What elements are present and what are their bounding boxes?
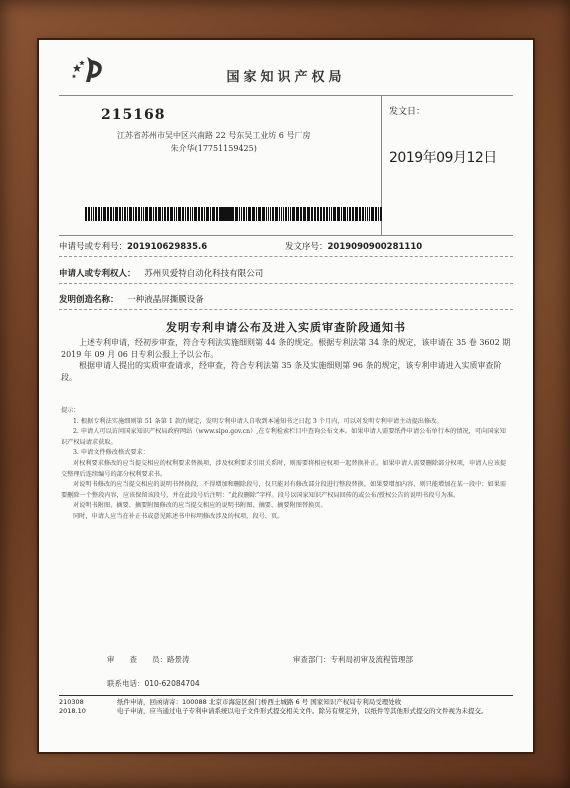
barcode-bar xyxy=(375,207,377,221)
barcode-bar xyxy=(170,207,173,221)
divider xyxy=(59,256,513,257)
postal-code: 215168 xyxy=(101,107,166,123)
barcode-bar xyxy=(204,207,205,221)
barcode-bar xyxy=(85,207,87,221)
barcode-bar xyxy=(378,207,379,221)
invention-name: 一种液晶屏撕膜设备 xyxy=(127,295,204,305)
barcode-bar xyxy=(98,207,100,221)
barcode-bar xyxy=(113,207,114,221)
application-number-row xyxy=(59,240,207,252)
barcode-bar xyxy=(124,207,126,221)
notice-document xyxy=(39,40,533,752)
tip-3c: 对说明书附图、摘要、摘要附图修改的应当提交相应的说明书附图、摘要、摘要附图替换页。 xyxy=(73,502,327,510)
tip-3a: 对权利要求修改的应当提交相应的权利要求替换项，涉及权利要求引用关系时，则需要将相应权项一起替换补正。如果申请人需要删除部分权项，申请人应该提交整理后连续编号的部分权利要求书。 xyxy=(61,459,507,478)
recipient-contact: 朱介华(17751159425) xyxy=(170,144,257,153)
barcode-bar xyxy=(190,207,191,221)
barcode-bar xyxy=(268,207,269,221)
barcode-bar xyxy=(167,207,169,221)
barcode-bar xyxy=(275,207,278,221)
examination-department: 审查部门：专利局初审及流程管理部 xyxy=(293,655,413,664)
barcode-bar xyxy=(110,207,112,221)
barcode-bar xyxy=(93,207,94,221)
issuing-office-title: 国家知识产权局 xyxy=(226,70,346,85)
barcode-bar xyxy=(95,207,97,221)
barcode-bar xyxy=(380,207,382,221)
barcode-bar xyxy=(194,207,197,221)
barcode-bar xyxy=(127,207,128,221)
serial-number-row xyxy=(285,240,422,252)
barcode-bar xyxy=(258,207,261,221)
barcode-bar xyxy=(279,207,280,221)
barcode-bar xyxy=(283,207,284,221)
tip-2: 2. 申请人可以访问国家知识产权局政府网站（www.sipo.gov.cn）,在专利检索栏目中查询公布文本。如果申请人需要纸件申请公布单行本的情况，可向国家知识产权局请求获取。 xyxy=(61,428,506,446)
divider xyxy=(59,235,513,236)
barcode-bar xyxy=(326,207,328,221)
barcode-bar xyxy=(307,207,310,221)
applicant-name: 苏州贝爱特自动化科技有限公司 xyxy=(144,269,264,279)
notice-paragraph-2: 根据申请人提出的实质审查请求，经审查，符合专利法第 35 条及实施细则第 96 条的规定，该专利申请进入实质审查阶段。 xyxy=(61,361,502,382)
examiner: 审 查 员：路景涛 xyxy=(107,655,190,664)
barcode-bar xyxy=(103,207,106,221)
barcode-bar xyxy=(149,207,152,221)
barcode-bar xyxy=(115,207,118,221)
barcode-left xyxy=(85,207,234,221)
barcode-bar xyxy=(235,207,238,221)
barcode-bar xyxy=(239,207,240,221)
barcode-bar xyxy=(329,207,330,221)
barcode-bar xyxy=(266,207,267,221)
barcode-bar xyxy=(341,207,342,221)
barcode-bar xyxy=(292,207,295,221)
barcode-bar xyxy=(343,207,346,221)
form-version: 2018.10 xyxy=(59,707,86,715)
barcode-bar xyxy=(226,207,229,221)
barcode-bar xyxy=(122,207,123,221)
tip-3d: 同时，申请人应当在补正书或意见陈述书中标明修改涉及的权项、段号、页。 xyxy=(73,512,284,520)
barcode-bar xyxy=(333,207,336,221)
barcode-bar xyxy=(288,207,289,221)
notice-paragraph-1: 上述专利申请，经初步审查，符合专利法实施细则第 44 条的规定。根据专利法第 34 条的规定，该申请在 35 卷 3602 期 2019 年 09 月 06 日专利公报上予以公布。 xyxy=(61,338,511,359)
barcode-bar xyxy=(331,207,332,221)
barcode-bar xyxy=(285,207,287,221)
footer-electronic-note: 电子申请，应当通过电子专利申请系统以电子文件形式提交相关文件。除另有规定外，以纸件等其他形式提交的文件视为未提交。 xyxy=(117,707,488,715)
divider xyxy=(59,283,513,284)
barcode-bar xyxy=(349,207,351,221)
barcode-bar xyxy=(371,207,374,221)
barcode-right xyxy=(219,207,383,221)
barcode-bar xyxy=(219,207,222,221)
barcode-bar xyxy=(153,207,154,221)
barcode-bar xyxy=(176,207,177,221)
barcode-bar xyxy=(314,207,316,221)
barcode-bar xyxy=(252,207,255,221)
barcode-bar xyxy=(88,207,90,221)
footer-paper-note: 纸件申请，回函请寄：100088 北京市海淀区蓟门桥西土城路 6 号 国家知识产权局专利局受理处收 xyxy=(117,698,402,706)
barcode-bar xyxy=(185,207,186,221)
barcode-bar xyxy=(182,207,184,221)
barcode-bar xyxy=(223,207,225,221)
divider xyxy=(59,309,513,310)
barcode-bar xyxy=(270,207,271,221)
barcode-bar xyxy=(303,207,306,221)
barcode-bar xyxy=(164,207,166,221)
barcode-bar xyxy=(233,207,234,221)
contact-phone: 联系电话：010-62084704 xyxy=(107,679,200,688)
tip-1: 1. 根据专利法实施细则第 51 条第 1 款的规定，发明专利申请人自收到本通知书之日起 3 个月内，可以对发明专利申请主动提出修改。 xyxy=(73,417,443,425)
barcode-bar xyxy=(174,207,175,221)
barcode-bar xyxy=(192,207,193,221)
barcode-bar xyxy=(201,207,203,221)
notice-title: 发明专利申请公布及进入实质审查阶段通知书 xyxy=(166,321,406,334)
barcode-bar xyxy=(367,207,368,221)
barcode-bar xyxy=(365,207,366,221)
barcode-bar xyxy=(369,207,370,221)
barcode-bar xyxy=(107,207,109,221)
barcode-bar xyxy=(290,207,291,221)
applicant-label: 申请人或专利权人： xyxy=(59,269,136,279)
barcode-bar xyxy=(138,207,140,221)
form-code: 210308 xyxy=(59,698,84,706)
tips-heading: 提示： xyxy=(61,407,80,414)
barcode-bar xyxy=(355,207,358,221)
barcode-bar xyxy=(206,207,209,221)
barcode-bar xyxy=(317,207,319,221)
barcode-bar xyxy=(216,207,218,221)
tip-3b: 对说明书修改的应当提交相应的说明书替换段，不得增加和删除段号，仅只能对有修改部分段进行整段替换。如果要增加内容，则只能增加在某一段中；如果需要删除一个整段内容，应该保留该段号，并在此段号后注明：“此段删除”字样。段号以国家知识产权局回传的或公布/授权公告的说明书段号为准。 xyxy=(61,481,507,499)
dispatch-date-label: 发文日： xyxy=(389,107,426,117)
barcode-bar xyxy=(300,207,302,221)
barcode-bar xyxy=(347,207,348,221)
barcode-bar xyxy=(133,207,134,221)
barcode-bar xyxy=(248,207,251,221)
barcode-bar xyxy=(198,207,200,221)
tips-section xyxy=(61,406,511,523)
invention-label: 发明创造名称： xyxy=(59,295,119,305)
barcode-bar xyxy=(187,207,189,221)
barcode-bar xyxy=(359,207,361,221)
barcode-bar xyxy=(91,207,92,221)
barcode-bar xyxy=(162,207,163,221)
barcode-bar xyxy=(262,207,265,221)
barcode-bar xyxy=(119,207,121,221)
barcode-bar xyxy=(129,207,132,221)
barcode-bar xyxy=(145,207,148,221)
divider xyxy=(59,695,513,696)
divider xyxy=(59,95,513,96)
barcode-bar xyxy=(241,207,242,221)
barcode-bar xyxy=(143,207,144,221)
barcode-bar xyxy=(141,207,142,221)
recipient-address: 江苏省苏州市吴中区兴南路 22 号东吴工业坊 6 号厂房 xyxy=(117,131,311,140)
barcode-bar xyxy=(243,207,245,221)
barcode-bar xyxy=(135,207,137,221)
application-number: 201910629835.6 xyxy=(127,242,208,252)
barcode-bar xyxy=(352,207,354,221)
serial-number: 2019090900281110 xyxy=(327,242,423,252)
serial-number-label: 发文序号： xyxy=(285,242,328,252)
barcode-bar xyxy=(296,207,299,221)
dispatch-date: 2019年09月12日 xyxy=(389,150,497,166)
barcode-bar xyxy=(272,207,274,221)
barcode-bar xyxy=(320,207,322,221)
barcode-bar xyxy=(230,207,232,221)
barcode-bar xyxy=(158,207,161,221)
barcode-bar xyxy=(323,207,325,221)
barcode-bar xyxy=(101,207,102,221)
barcode-bar xyxy=(337,207,340,221)
tip-3: 3. 申请文件修改格式要求： xyxy=(73,449,149,457)
barcode-bar xyxy=(210,207,211,221)
recipient-address-block xyxy=(117,129,310,155)
application-number-label: 申请号或专利号： xyxy=(59,242,128,252)
barcode-bar xyxy=(362,207,364,221)
barcode-bar xyxy=(178,207,181,221)
barcode-bar xyxy=(281,207,282,221)
barcode-bar xyxy=(256,207,257,221)
barcode-bar xyxy=(155,207,157,221)
barcode-bar xyxy=(246,207,247,221)
barcode-bar xyxy=(212,207,215,221)
barcode-bar xyxy=(311,207,313,221)
invention-row xyxy=(59,293,204,305)
applicant-row xyxy=(59,267,263,279)
